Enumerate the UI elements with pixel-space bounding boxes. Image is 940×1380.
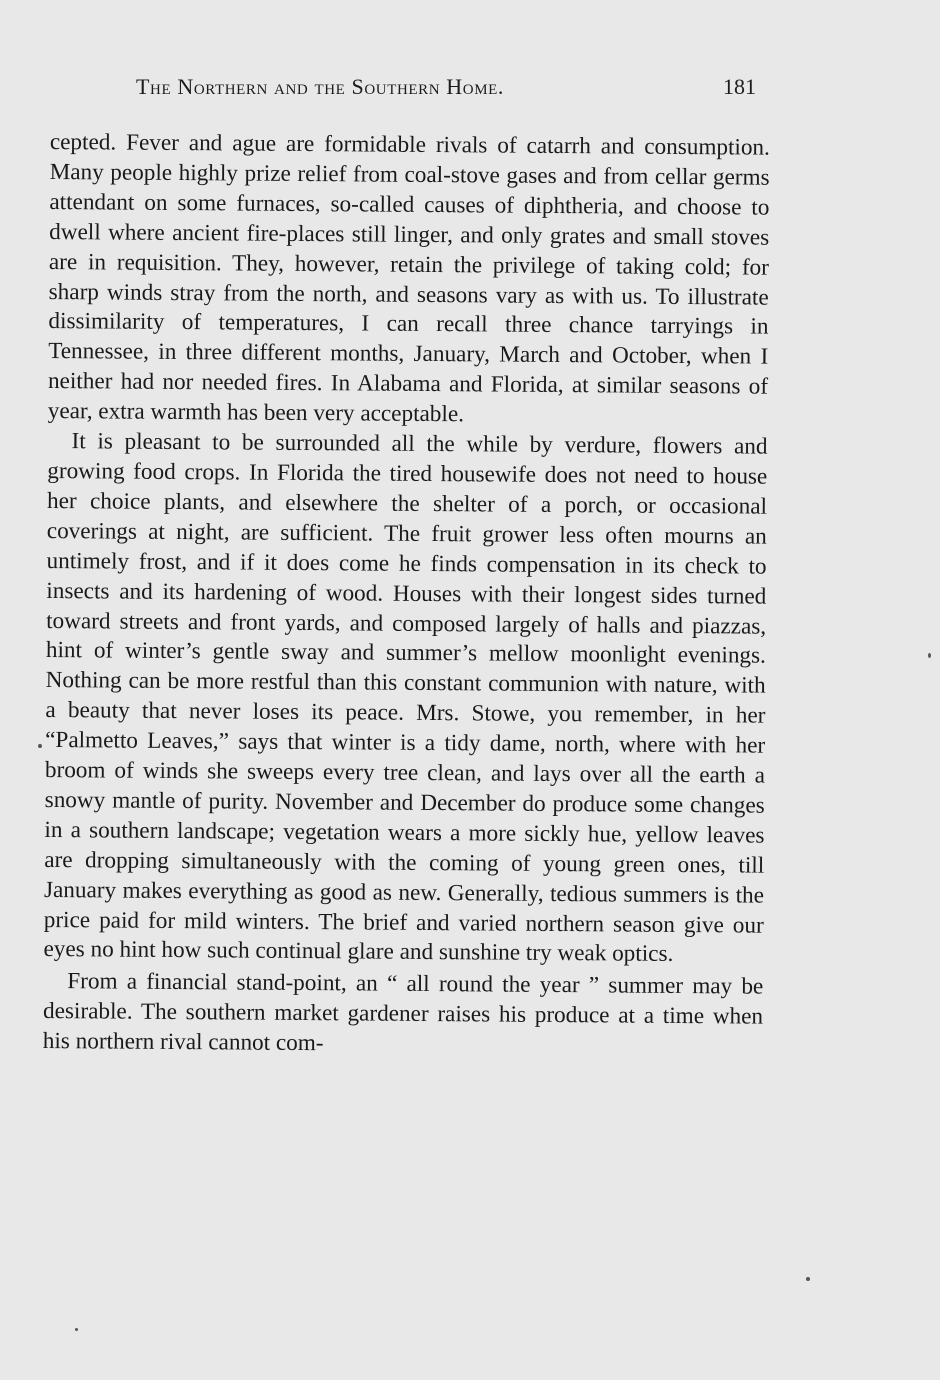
- margin-speck: [38, 744, 42, 748]
- margin-speck: [928, 653, 931, 658]
- margin-speck: [806, 1277, 810, 1281]
- paragraph-1: cepted. Fever and ague are formidable rivals of catarrh and consumption. Many people highly prize relief from coal-stove gases and from cellar germs attendant on some furnaces, so-called causes of diphtheria, and choose to dwell where ancient fire-places still linger, and only grates and small stoves are in requisition. They, however, retain the privilege of taking cold; for sharp winds stray from the north, and seasons vary as with us. To illustrate dissimilarity of temperatures, I can recall three chance tarryings in Tennessee, in three different months, January, March and October, when I neither had nor needed fires. In Alabama and Florida, at similar seasons of year, extra warmth has been very acceptable.: [47, 128, 770, 428]
- page-number: 181: [723, 74, 756, 99]
- margin-speck: [75, 1328, 78, 1331]
- paragraph-2: It is pleasant to be surrounded all the while by verdure, flowers and growing food crops. In Florida the tired housewife does not need to house her choice plants, and elsewhere the shelter of a porch, or occasional coverings at night, are sufficient. The fruit grower less often mourns an untimely frost, and if it does come he finds compensation in its check to insects and its hardening of wood. Houses with their longest sides turned toward streets and front yards, and composed largely of halls and piazzas, hint of winter’s gentle sway and summer’s mellow moonlight evenings. Nothing can be more restful than this constant communion with nature, with a beauty that never loses its peace. Mrs. Stowe, you remember, in her “Palmetto Leaves,” says that winter is a tidy dame, north, where with her broom of winds she sweeps every tree clean, and lays over all the earth a snowy mantle of purity. November and December do produce some changes in a southern landscape; vegetation wears a more sickly hue, yellow leaves are dropping simultaneously with the coming of young green ones, till January makes everything as good as new. Generally, tedious summers is the price paid for mild winters. The brief and varied northern season give our eyes no hint how such continual glare and sunshine try weak optics.: [43, 428, 768, 968]
- running-head: The Northern and the Southern Home.: [136, 74, 505, 99]
- paragraph-3: From a financial stand-point, an “ all round the year ” summer may be desirable. The southern market gardener raises his produce at a time when his northern rival cannot com-: [42, 968, 764, 1057]
- body-text: [43, 128, 770, 1063]
- page-header: [136, 74, 756, 104]
